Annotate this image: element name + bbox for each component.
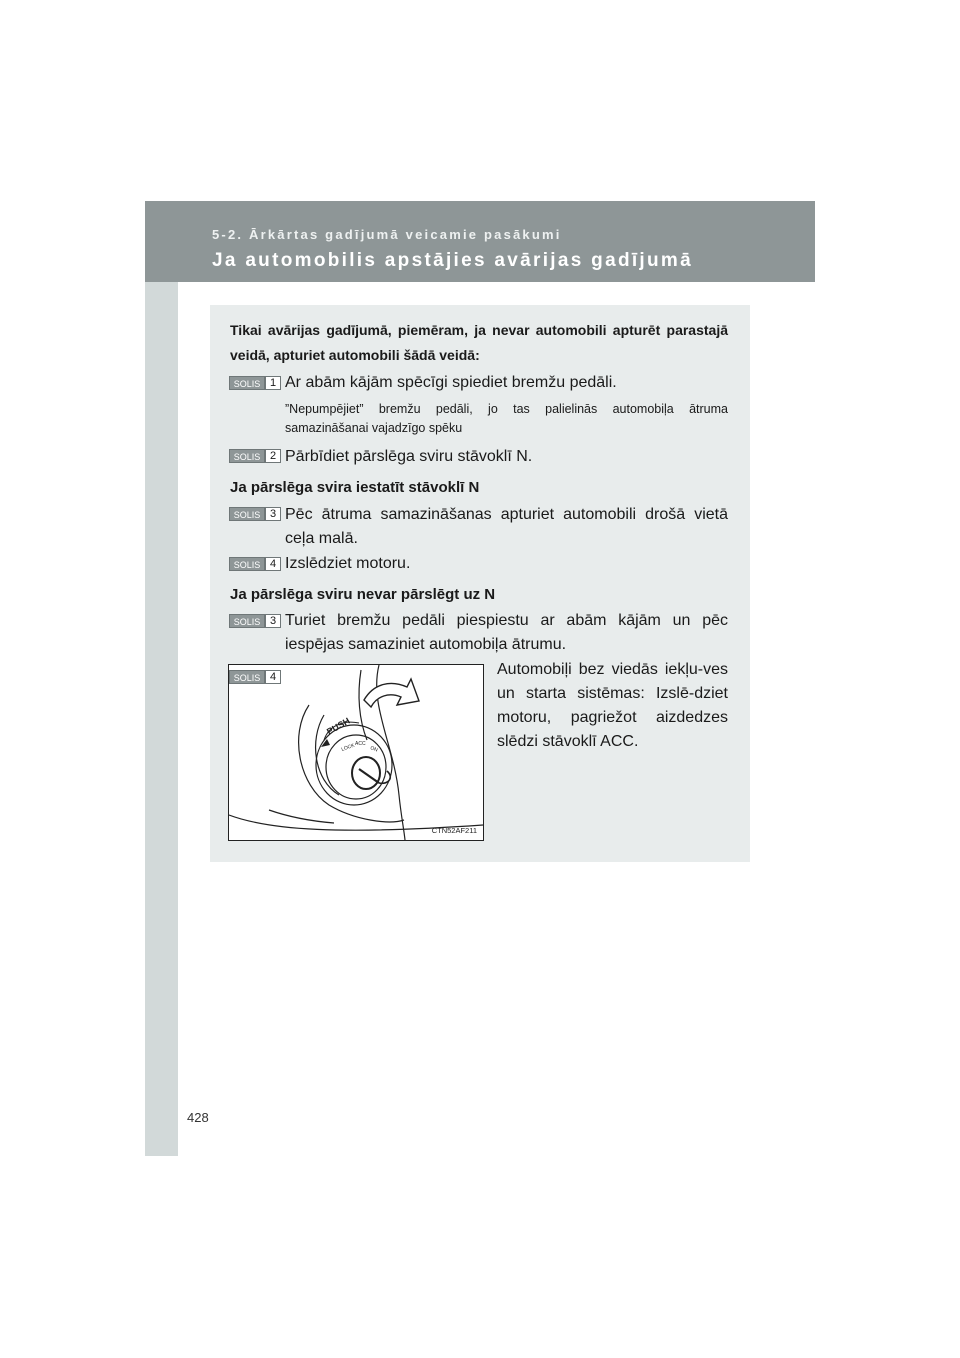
lock-label: LOCK (340, 742, 356, 753)
acc-label: ACC (355, 741, 366, 747)
step-4-text: Izslēdziet motoru. (285, 555, 411, 572)
step-2-text: Pārbīdiet pārslēga sviru stāvoklī N. (285, 448, 533, 465)
step-4b-text: Automobiļi bez viedās iekļu-ves un starta sistēmas: Izslē-dziet motoru, pagriežot aizdedzes slēdzi stāvoklī ACC. (497, 661, 728, 750)
step-1-text: Ar abām kājām spēcīgi spiediet bremžu pedāli. (285, 374, 617, 391)
section-header (145, 201, 815, 282)
step-tag: SOLIS (229, 507, 265, 521)
step-number: 1 (265, 376, 281, 390)
step-badge-1 (229, 376, 281, 390)
push-label: PUSH (325, 715, 352, 737)
step-number: 3 (265, 507, 281, 521)
step-number: 4 (265, 670, 281, 684)
step-badge-2 (229, 449, 281, 463)
step-3b-text: Turiet bremžu pedāli piespiestu ar abām kājām un pēc iespējas samaziniet automobiļa ātrumu. (285, 612, 728, 653)
step-badge-4b (229, 670, 281, 684)
step-number: 3 (265, 614, 281, 628)
step-tag: SOLIS (229, 614, 265, 628)
margin-strip (145, 201, 178, 1156)
ignition-switch-drawing (229, 665, 483, 840)
step-tag: SOLIS (229, 376, 265, 390)
on-label: ON (369, 745, 379, 754)
step-tag: SOLIS (229, 449, 265, 463)
step-number: 4 (265, 557, 281, 571)
step-tag: SOLIS (229, 557, 265, 571)
section-label: 5-2. Ārkārtas gadījumā veicamie pasākumi (212, 227, 562, 242)
case-n-heading: Ja pārslēga svira iestatīt stāvoklī N (230, 479, 480, 496)
step-badge-4 (229, 557, 281, 571)
step-tag: SOLIS (229, 670, 265, 684)
page-number: 428 (187, 1110, 209, 1125)
intro-text: Tikai avārijas gadījumā, piemēram, ja nevar automobili apturēt parastajā veidā, apturiet automobili šādā veidā: (230, 322, 728, 363)
case-not-n-heading: Ja pārslēga sviru nevar pārslēgt uz N (230, 586, 496, 603)
step-1-note: ”Nepumpējiet” bremžu pedāli, jo tas palielinās automobiļa ātruma samazināšanai vajadzīgo spēku (285, 402, 728, 435)
ignition-illustration (228, 664, 484, 841)
step-number: 2 (265, 449, 281, 463)
step-badge-3 (229, 507, 281, 521)
step-3-text: Pēc ātruma samazināšanas apturiet automobili drošā vietā ceļa malā. (285, 506, 728, 547)
page-title: Ja automobilis apstājies avārijas gadījumā (212, 250, 693, 271)
illustration-code: CTN52AF211 (431, 826, 477, 835)
step-badge-3b (229, 614, 281, 628)
